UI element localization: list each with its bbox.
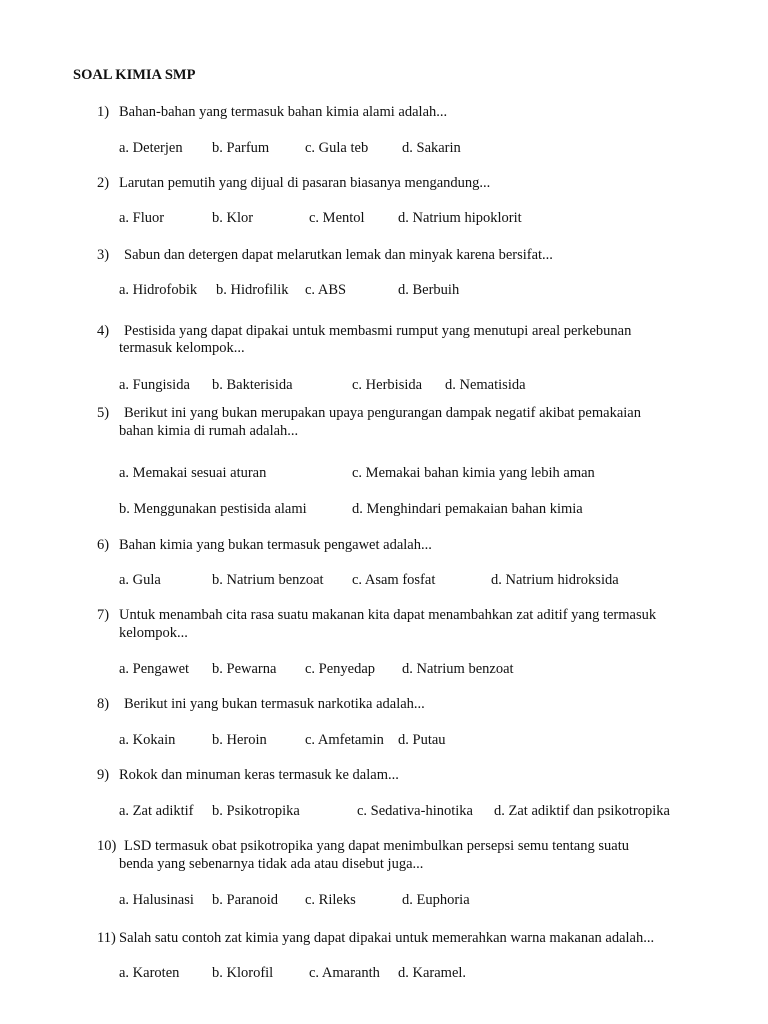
question-text: Bahan-bahan yang termasuk bahan kimia alami adalah... <box>119 104 448 120</box>
option-b: b. Menggunakan pestisida alami <box>119 501 307 517</box>
option-c: c. Asam fosfat <box>352 572 436 588</box>
question-text: Bahan kimia yang bukan termasuk pengawet adalah... <box>119 537 432 553</box>
question-text: Berikut ini yang bukan merupakan upaya pengurangan dampak negatif akibat pemakaian <box>124 405 641 421</box>
option-b: b. Hidrofilik <box>216 282 289 298</box>
option-a: a. Pengawet <box>119 661 190 677</box>
question-text: Berikut ini yang bukan termasuk narkotika adalah... <box>124 696 425 712</box>
option-d: d. Putau <box>398 732 446 748</box>
page-title: SOAL KIMIA SMP <box>73 67 196 83</box>
option-c: c. Gula teb <box>305 140 369 156</box>
option-b: b. Klorofil <box>212 965 274 981</box>
question-text: termasuk kelompok... <box>119 340 245 356</box>
option-d: d. Karamel. <box>398 965 467 981</box>
question-text: Larutan pemutih yang dijual di pasaran biasanya mengandung... <box>119 175 491 191</box>
option-d: d. Natrium hipoklorit <box>398 210 522 226</box>
question-number: 9) <box>97 767 110 783</box>
option-b: b. Parfum <box>212 140 270 156</box>
option-a: a. Karoten <box>119 965 180 981</box>
option-a: a. Zat adiktif <box>119 803 194 819</box>
option-a: a. Memakai sesuai aturan <box>119 465 267 481</box>
option-d: d. Menghindari pemakaian bahan kimia <box>352 501 583 517</box>
option-b: b. Bakterisida <box>212 377 293 393</box>
option-b: b. Klor <box>212 210 254 226</box>
option-c: c. Mentol <box>309 210 365 226</box>
option-a: a. Kokain <box>119 732 176 748</box>
question-text: LSD termasuk obat psikotropika yang dapat menimbulkan persepsi semu tentang suatu <box>124 838 629 854</box>
option-b: b. Psikotropika <box>212 803 300 819</box>
option-d: d. Natrium benzoat <box>402 661 514 677</box>
question-number: 6) <box>97 537 110 553</box>
option-c: c. Memakai bahan kimia yang lebih aman <box>352 465 595 481</box>
question-number: 4) <box>97 323 110 339</box>
option-b: b. Heroin <box>212 732 267 748</box>
option-a: a. Fluor <box>119 210 165 226</box>
question-text: Untuk menambah cita rasa suatu makanan kita dapat menambahkan zat aditif yang termasuk <box>119 607 657 623</box>
option-b: b. Natrium benzoat <box>212 572 324 588</box>
question-text: benda yang sebenarnya tidak ada atau disebut juga... <box>119 856 424 872</box>
question-number: 10) <box>97 838 117 854</box>
question-text: bahan kimia di rumah adalah... <box>119 423 299 439</box>
option-b: b. Paranoid <box>212 892 279 908</box>
question-number: 1) <box>97 104 110 120</box>
option-c: c. Sedativa-hinotika <box>357 803 473 819</box>
question-text: kelompok... <box>119 625 188 641</box>
option-b: b. Pewarna <box>212 661 277 677</box>
question-text: Salah satu contoh zat kimia yang dapat dipakai untuk memerahkan warna makanan adalah... <box>119 930 655 946</box>
option-c: c. Amfetamin <box>305 732 384 748</box>
option-d: d. Sakarin <box>402 140 461 156</box>
option-a: a. Fungisida <box>119 377 190 393</box>
question-number: 5) <box>97 405 110 421</box>
option-d: d. Zat adiktif dan psikotropika <box>494 803 670 819</box>
question-number: 7) <box>97 607 110 623</box>
question-text: Pestisida yang dapat dipakai untuk membasmi rumput yang menutupi areal perkebunan <box>124 323 632 339</box>
option-c: c. ABS <box>305 282 347 298</box>
option-d: d. Berbuih <box>398 282 460 298</box>
option-d: d. Nematisida <box>445 377 526 393</box>
question-text: Rokok dan minuman keras termasuk ke dalam... <box>119 767 399 783</box>
question-number: 3) <box>97 247 110 263</box>
question-number: 2) <box>97 175 110 191</box>
option-a: a. Halusinasi <box>119 892 194 908</box>
option-a: a. Hidrofobik <box>119 282 198 298</box>
option-c: c. Penyedap <box>305 661 376 677</box>
option-d: d. Euphoria <box>402 892 470 908</box>
question-text: Sabun dan detergen dapat melarutkan lemak dan minyak karena bersifat... <box>124 247 553 263</box>
option-d: d. Natrium hidroksida <box>491 572 619 588</box>
question-number: 11) <box>97 930 116 946</box>
option-c: c. Herbisida <box>352 377 423 393</box>
option-a: a. Gula <box>119 572 161 588</box>
option-c: c. Rileks <box>305 892 356 908</box>
question-number: 8) <box>97 696 110 712</box>
option-c: c. Amaranth <box>309 965 380 981</box>
option-a: a. Deterjen <box>119 140 183 156</box>
